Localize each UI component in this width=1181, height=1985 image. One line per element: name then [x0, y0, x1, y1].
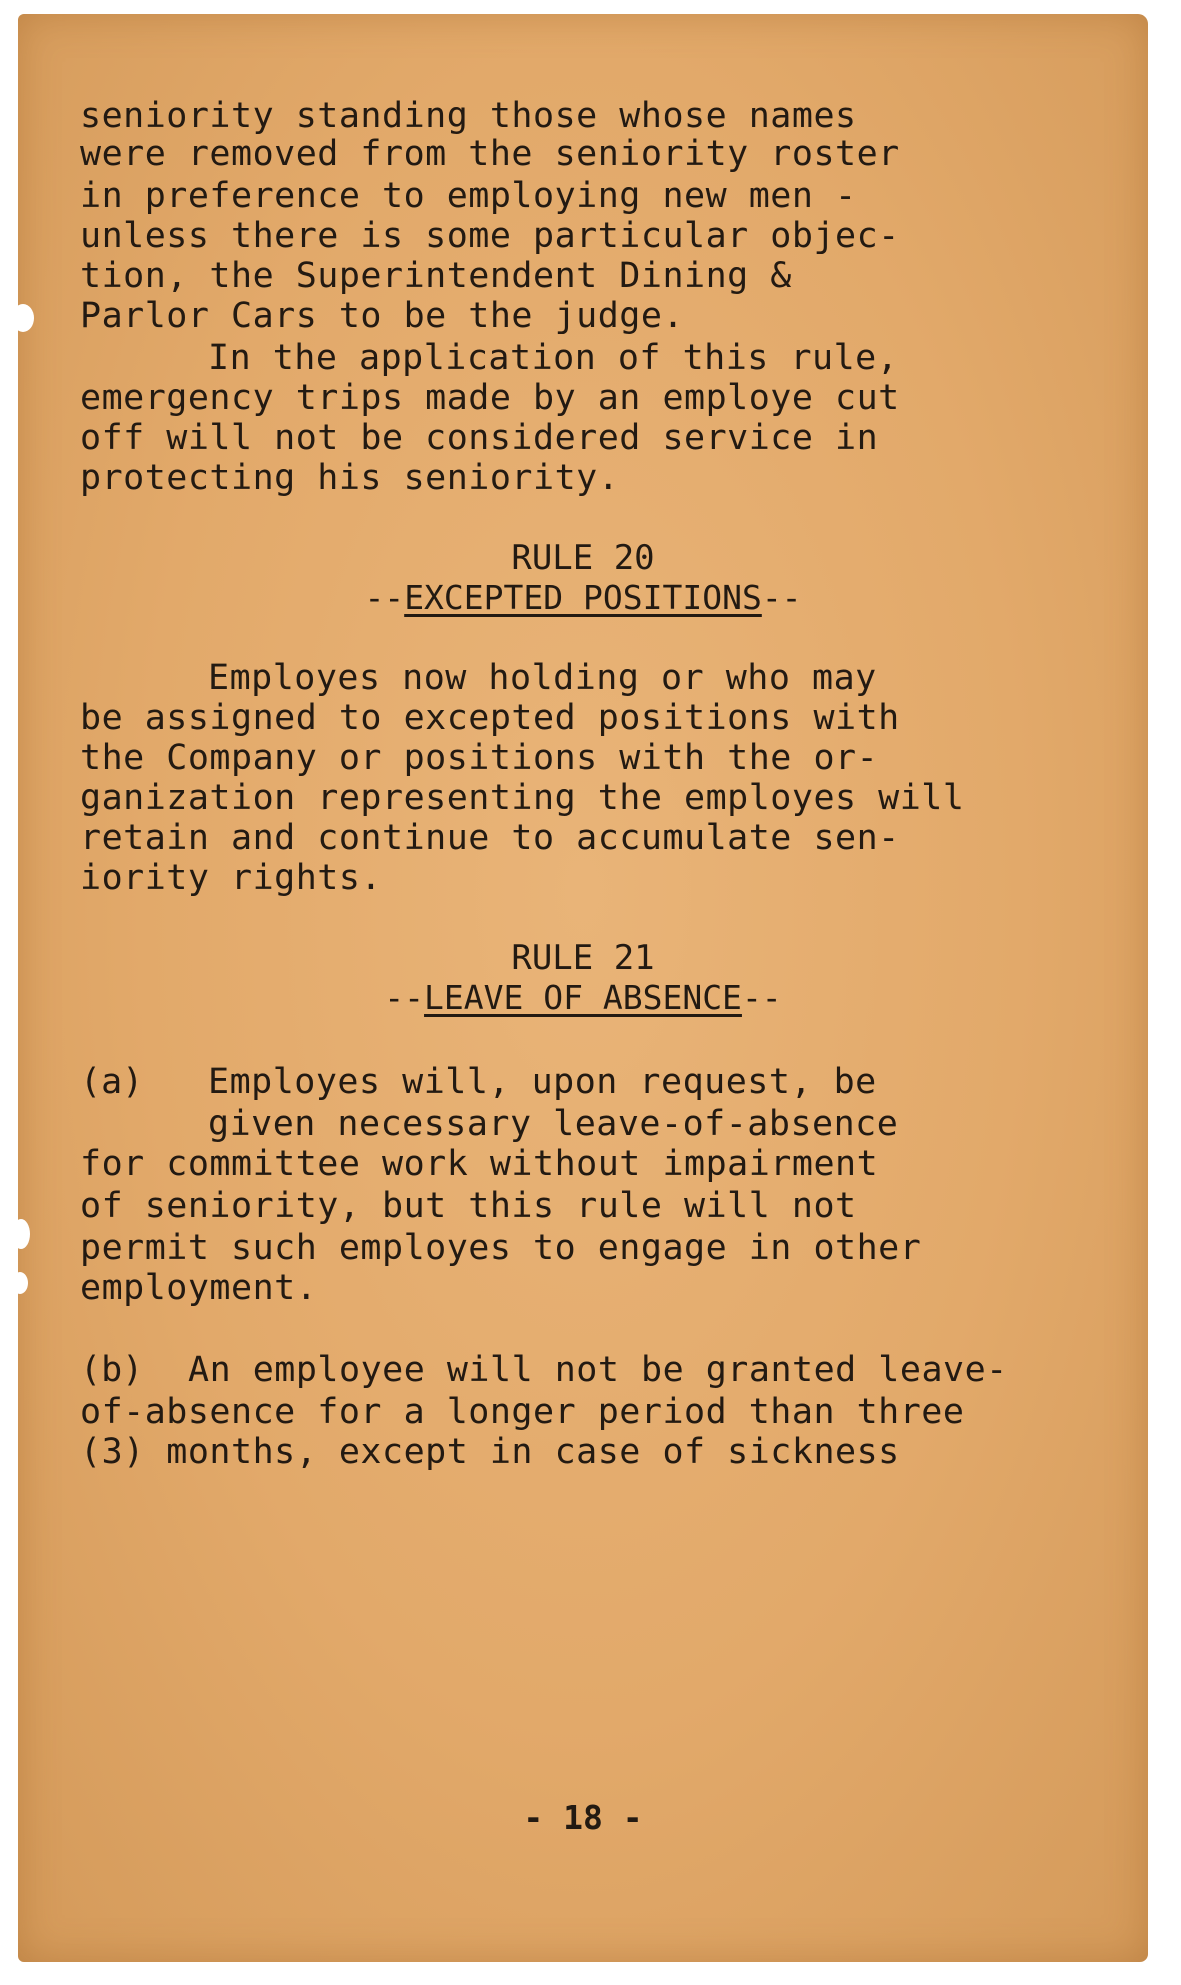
- rule-20-body-line: Employes now holding or who may: [208, 658, 877, 698]
- paragraph-line: were removed from the seniority roster: [80, 134, 900, 174]
- paragraph-line: In the application of this rule,: [208, 338, 899, 378]
- paragraph-line: tion, the Superintendent Dining &: [80, 256, 792, 296]
- rule-21-b-line: (3) months, except in case of sickness: [80, 1432, 900, 1472]
- rule-20-body-line: ganization representing the employes will: [80, 778, 965, 818]
- punch-hole: [12, 304, 34, 332]
- rule-20-body-line: retain and continue to accumulate sen-: [80, 818, 900, 858]
- rule-21-title-text: LEAVE OF ABSENCE: [424, 978, 742, 1017]
- rule-21-title: --LEAVE OF ABSENCE--: [384, 978, 782, 1017]
- paragraph-line: Parlor Cars to be the judge.: [80, 296, 685, 336]
- paragraph-line: protecting his seniority.: [80, 458, 620, 498]
- rule-21-b-line: of-absence for a longer period than three: [80, 1392, 965, 1432]
- page-number: - 18 -: [523, 1798, 643, 1837]
- rule-21-b-label: (b): [80, 1350, 144, 1390]
- rule-21-heading: RULE 21: [511, 938, 655, 978]
- paragraph-line: unless there is some particular objec-: [80, 216, 900, 256]
- paragraph-line: seniority standing those whose names: [80, 96, 857, 136]
- rule-21-b-line: An employee will not be granted leave-: [188, 1350, 1008, 1390]
- punch-hole: [12, 1272, 28, 1294]
- rule-20-body-line: iority rights.: [80, 858, 383, 898]
- rule-21-a-line: Employes will, upon request, be: [208, 1062, 877, 1102]
- rule-21-a-label: (a): [80, 1062, 144, 1102]
- rule-21-a-line: for committee work without impairment: [80, 1144, 879, 1184]
- typed-page: [18, 14, 1148, 1962]
- rule-20-body-line: be assigned to excepted positions with: [80, 698, 900, 738]
- rule-20-body-line: the Company or positions with the or-: [80, 738, 879, 778]
- rule-21-a-line: given necessary leave-of-absence: [208, 1104, 899, 1144]
- paragraph-line: off will not be considered service in: [80, 418, 879, 458]
- rule-20-title: --EXCEPTED POSITIONS--: [364, 578, 802, 617]
- rule-21-a-line: permit such employes to engage in other: [80, 1228, 922, 1268]
- paragraph-line: in preference to employing new men -: [80, 176, 857, 216]
- paragraph-line: emergency trips made by an employe cut: [80, 378, 900, 418]
- rule-20-heading: RULE 20: [511, 538, 655, 578]
- punch-hole: [12, 1219, 30, 1249]
- rule-21-a-line: of seniority, but this rule will not: [80, 1186, 857, 1226]
- rule-21-a-line: employment.: [80, 1268, 318, 1308]
- rule-20-title-text: EXCEPTED POSITIONS: [404, 578, 762, 617]
